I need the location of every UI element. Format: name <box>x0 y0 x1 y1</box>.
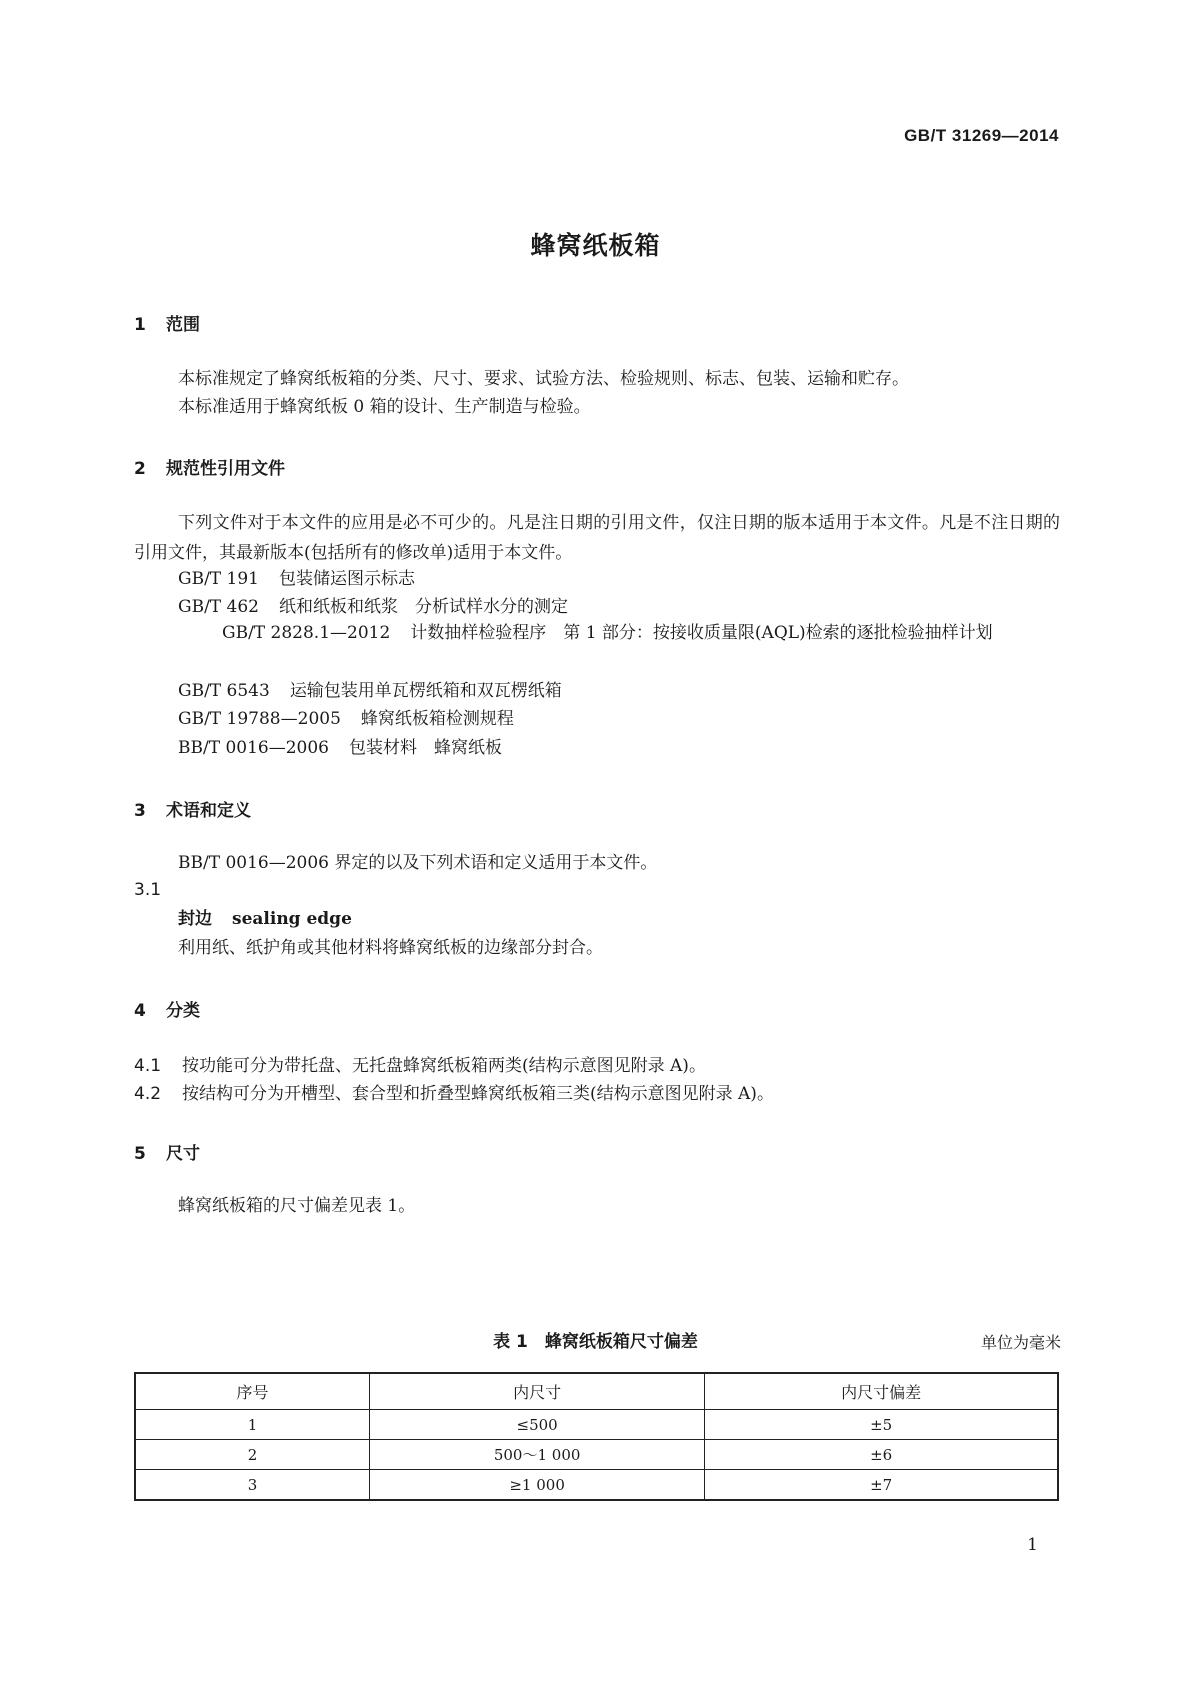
reference-title: 纸和纸板和纸浆 分析试样水分的测定 <box>279 597 568 617</box>
item-text: 按结构可分为开槽型、套合型和折叠型蜂窝纸板箱三类(结构示意图见附录 A)。 <box>182 1084 774 1104</box>
term-definition: 利用纸、纸护角或其他材料将蜂窝纸板的边缘部分封合。 <box>178 938 603 958</box>
normative-references-intro: 下列文件对于本文件的应用是必不可少的。凡是注日期的引用文件，仅注日期的版本适用于本文件。凡是不注日期的引用文件，其最新版本(包括所有的修改单)适用于本文件。 <box>134 513 1060 563</box>
reference-code: GB/T 191 <box>178 569 259 589</box>
classification-item <box>134 1051 706 1076</box>
section-title: 分类 <box>166 1001 200 1021</box>
section-number: 2 <box>134 459 146 479</box>
reference-item <box>178 680 1058 702</box>
table-row <box>135 1410 1058 1440</box>
reference-title: 包装储运图示标志 <box>279 569 415 589</box>
item-text: 按功能可分为带托盘、无托盘蜂窝纸板箱两类(结构示意图见附录 A)。 <box>182 1056 706 1076</box>
section-1-heading <box>134 310 200 335</box>
section-number: 4 <box>134 1001 146 1021</box>
classification-item <box>134 1079 774 1104</box>
page-number: 1 <box>1027 1535 1038 1555</box>
table-header-row <box>135 1373 1058 1410</box>
terms-intro: BB/T 0016—2006 界定的以及下列术语和定义适用于本文件。 <box>178 853 658 873</box>
standard-code: GB/T 31269—2014 <box>904 126 1059 145</box>
table-cell: 1 <box>135 1410 369 1440</box>
section-title: 术语和定义 <box>166 801 251 821</box>
table-unit: 单位为毫米 <box>980 1333 1061 1352</box>
section-3-heading <box>134 796 251 821</box>
reference-code: GB/T 2828.1—2012 <box>222 623 391 643</box>
reference-code: GB/T 462 <box>178 597 259 617</box>
reference-item <box>178 568 1058 590</box>
section-title: 规范性引用文件 <box>166 459 285 479</box>
reference-title: 计数抽样检验程序 第 1 部分：按接收质量限(AQL)检索的逐批检验抽样计划 <box>410 623 993 643</box>
table-cell: ±7 <box>705 1470 1058 1501</box>
table-header-cell: 序号 <box>135 1373 369 1410</box>
document-title: 蜂窝纸板箱 <box>530 231 661 260</box>
section-number: 1 <box>134 315 146 335</box>
section-number: 5 <box>134 1144 146 1164</box>
term-english: sealing edge <box>232 909 352 929</box>
dimension-tolerance-table <box>134 1372 1059 1501</box>
dimensions-intro: 蜂窝纸板箱的尺寸偏差见表 1。 <box>178 1196 416 1216</box>
reference-title: 蜂窝纸板箱检测规程 <box>360 709 514 729</box>
table-cell: ≤500 <box>369 1410 704 1440</box>
table-row <box>135 1470 1058 1501</box>
reference-code: BB/T 0016—2006 <box>178 738 329 758</box>
table-cell: 3 <box>135 1470 369 1501</box>
item-number: 4.1 <box>134 1056 162 1076</box>
section-number: 3 <box>134 801 146 821</box>
reference-item <box>178 708 1058 730</box>
scope-paragraph-2: 本标准适用于蜂窝纸板 0 箱的设计、生产制造与检验。 <box>178 397 591 417</box>
section-2-heading <box>134 454 285 479</box>
reference-code: GB/T 6543 <box>178 681 270 701</box>
reference-title: 包装材料 蜂窝纸板 <box>348 738 502 758</box>
table-cell: ±6 <box>705 1440 1058 1470</box>
reference-item <box>134 618 1060 648</box>
scope-paragraph-1: 本标准规定了蜂窝纸板箱的分类、尺寸、要求、试验方法、检验规则、标志、包装、运输和贮存。 <box>178 369 909 389</box>
table-row <box>135 1440 1058 1470</box>
section-title: 范围 <box>166 315 200 335</box>
section-4-heading <box>134 996 200 1021</box>
table-header-cell: 内尺寸偏差 <box>705 1373 1058 1410</box>
table-header-cell: 内尺寸 <box>369 1373 704 1410</box>
term-number: 3.1 <box>134 880 162 900</box>
reference-title: 运输包装用单瓦楞纸箱和双瓦楞纸箱 <box>289 681 562 701</box>
reference-code: GB/T 19788—2005 <box>178 709 341 729</box>
reference-item <box>178 737 1058 759</box>
table-caption: 表 1 蜂窝纸板箱尺寸偏差 <box>493 1332 698 1352</box>
table-cell: 2 <box>135 1440 369 1470</box>
table-cell: 500～1 000 <box>369 1440 704 1470</box>
term-chinese: 封边 <box>178 909 212 929</box>
table-cell: ±5 <box>705 1410 1058 1440</box>
item-number: 4.2 <box>134 1084 162 1104</box>
term-heading <box>178 908 1058 930</box>
section-5-heading <box>134 1139 200 1164</box>
table-cell: ≥1 000 <box>369 1470 704 1501</box>
reference-item <box>178 596 1058 618</box>
section-title: 尺寸 <box>166 1144 200 1164</box>
